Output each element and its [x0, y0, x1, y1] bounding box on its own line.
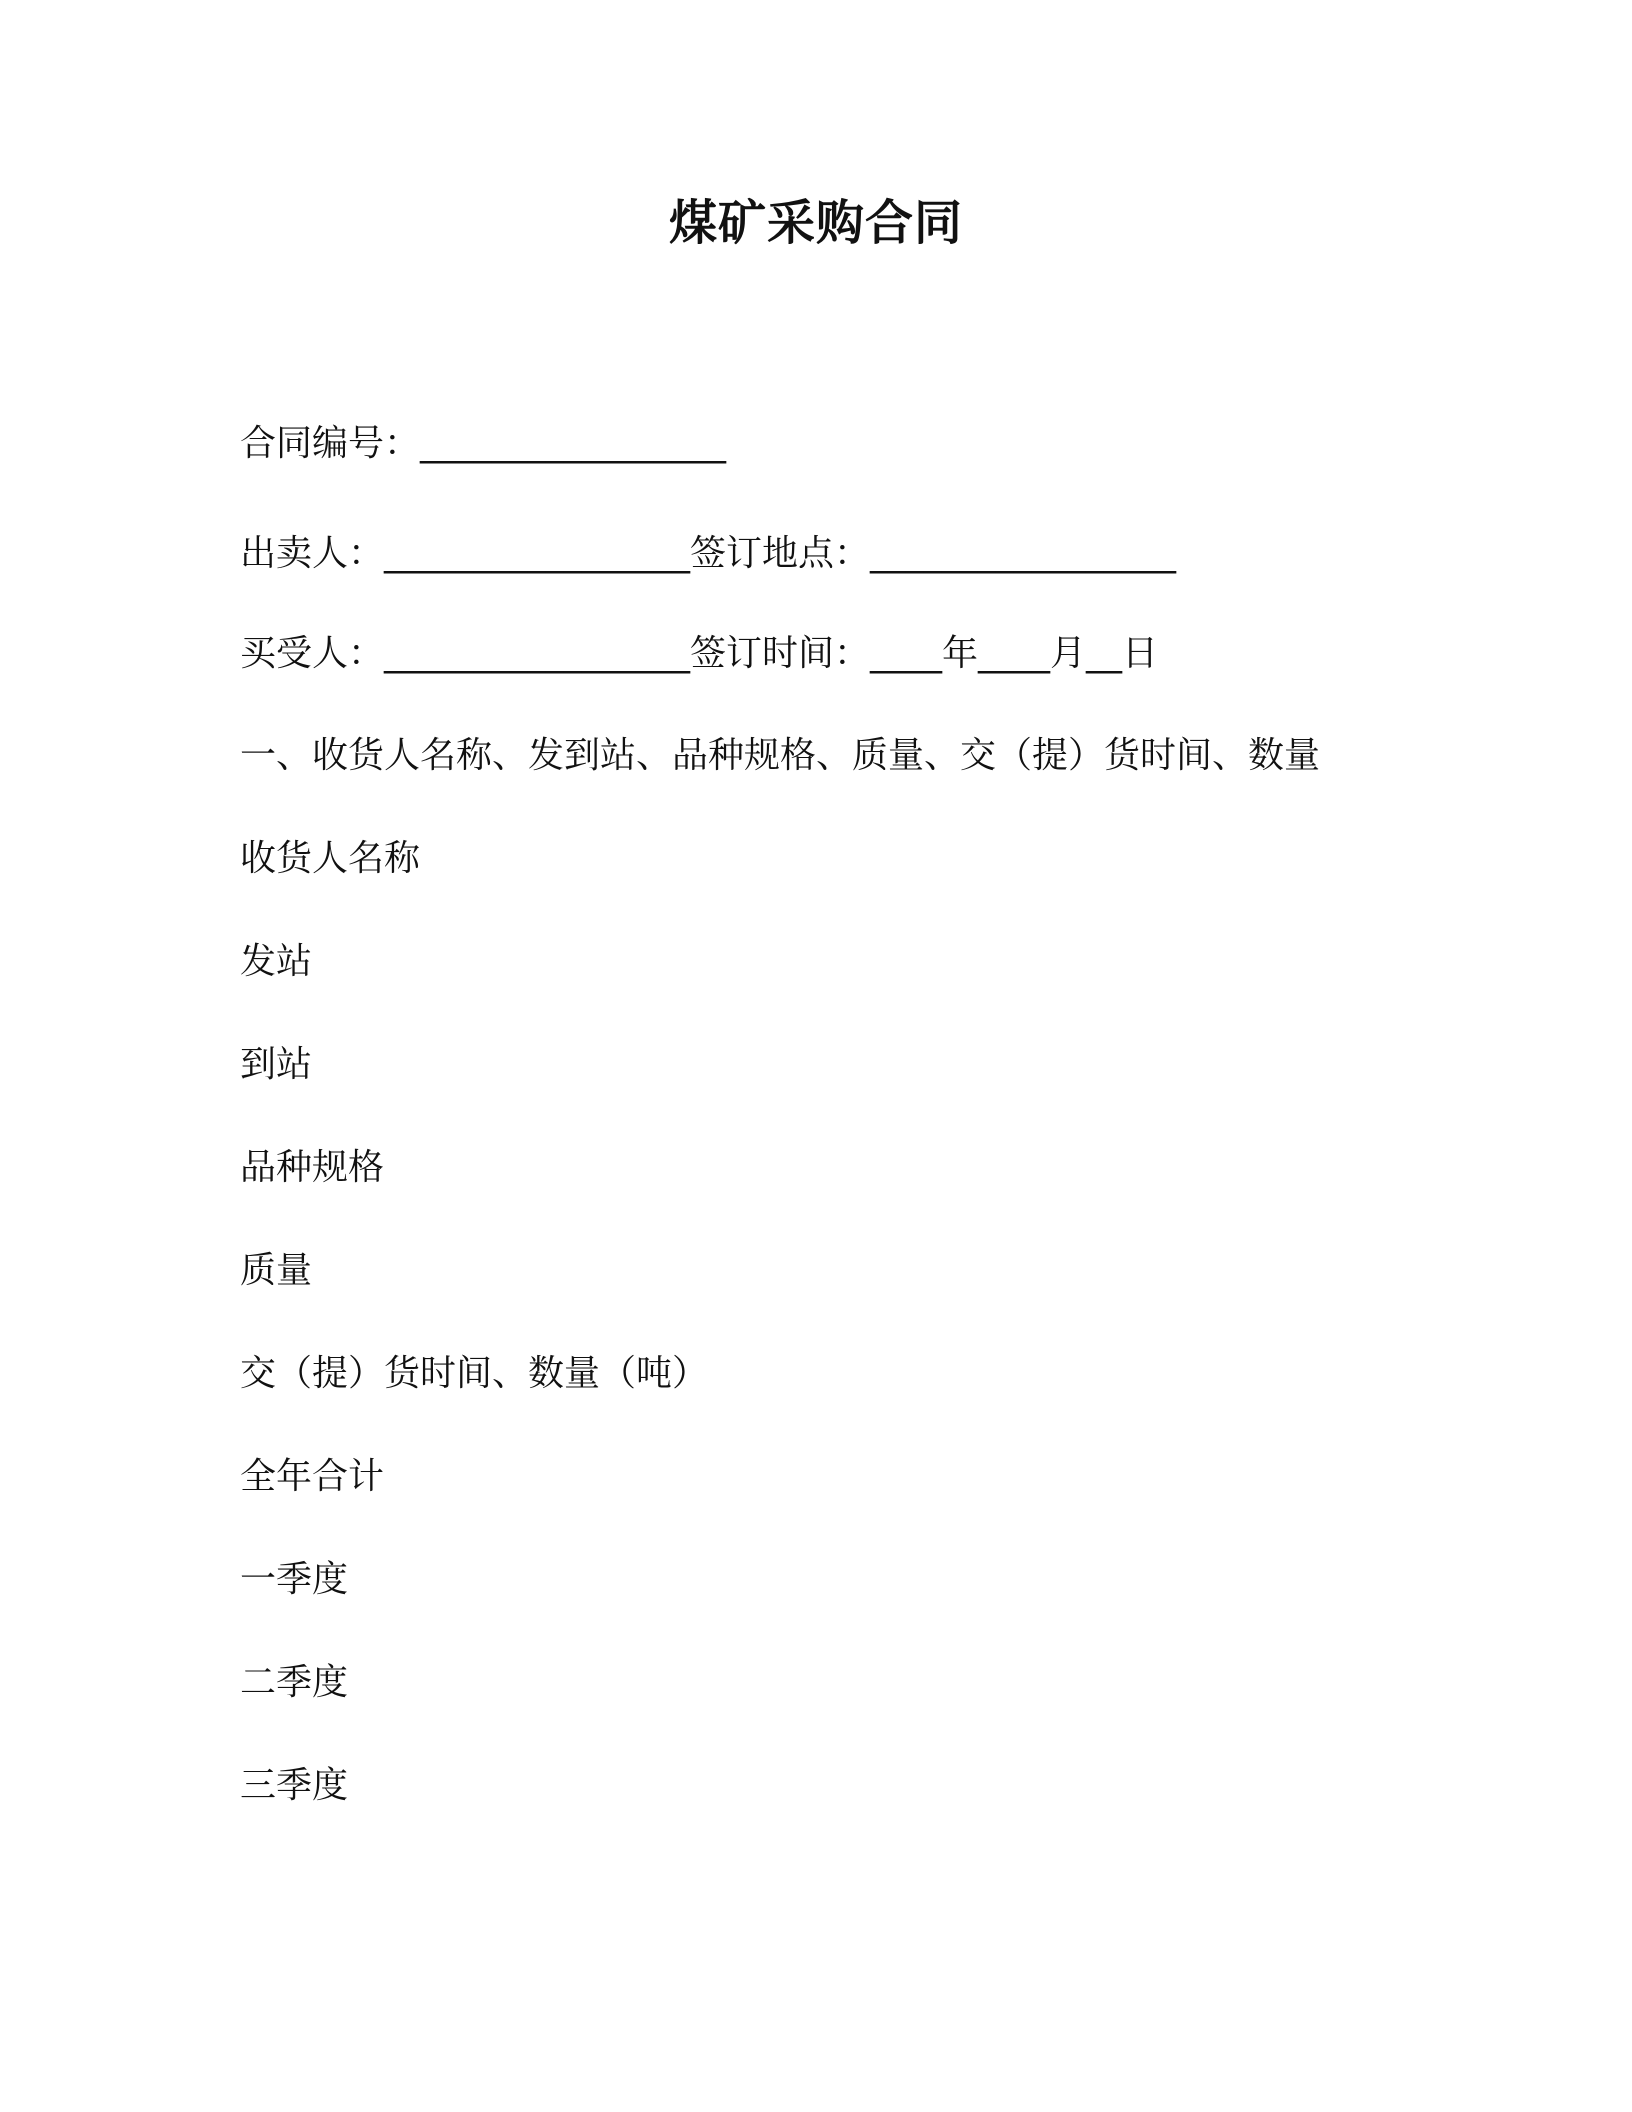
item-variety-spec: 品种规格 [240, 1147, 385, 1188]
buyer-line [240, 630, 1158, 678]
item-annual-total: 全年合计 [240, 1456, 385, 1497]
item-quality: 质量 [240, 1250, 313, 1291]
contract-number-line [240, 420, 726, 468]
seller-line [240, 530, 1176, 578]
item-departure-station: 发站 [240, 941, 313, 982]
section-1-heading: 一、收货人名称、发到站、品种规格、质量、交（提）货时间、数量 [240, 735, 1321, 776]
item-q2: 二季度 [240, 1662, 349, 1703]
item-q1: 一季度 [240, 1559, 349, 1600]
item-arrival-station: 到站 [240, 1044, 313, 1085]
sign-time-field: 签订时间：____年____月__日 [690, 633, 1159, 674]
contract-number-field: 合同编号：_________________ [240, 423, 727, 464]
document-title: 煤矿采购合同 [668, 195, 963, 251]
item-delivery-time-quantity: 交（提）货时间、数量（吨） [240, 1353, 709, 1394]
seller-field: 出卖人：_________________ [240, 533, 691, 574]
sign-place-field: 签订地点：_________________ [690, 533, 1177, 574]
item-consignee-name: 收货人名称 [240, 838, 421, 879]
buyer-field: 买受人：_________________ [240, 633, 691, 674]
item-q3: 三季度 [240, 1765, 349, 1806]
